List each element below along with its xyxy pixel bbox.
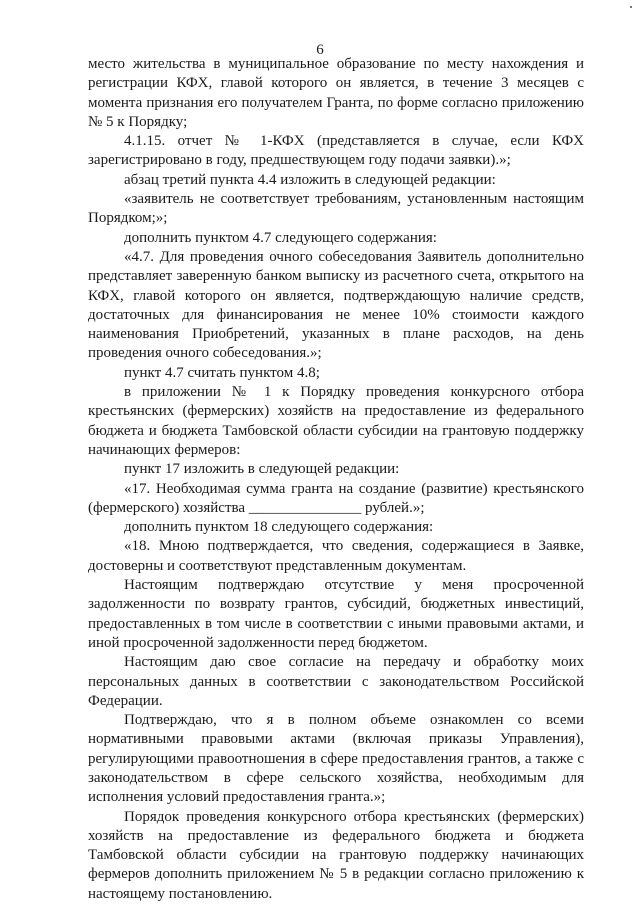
paragraph-appendix-5: Порядок проведения конкурсного отбора крестьянских (фермерских) хозяйств на предоставление из федерального бюджета и бюджета Тамбовской области субсидии на грантовую поддержку начинающих фермеров дополнить приложением № 5 в редакции согласно приложению к настоящему постановлению. (88, 808, 584, 902)
paragraph-consent: Настоящим даю свое согласие на передачу и обработку моих персональных данных в соответствии с законодательством Российской Федерации. (88, 654, 584, 709)
paragraph-add-4-7: дополнить пунктом 4.7 следующего содержания: (124, 229, 437, 246)
document-body (88, 55, 584, 904)
paragraph-appendix-1: в приложении № 1 к Порядку проведения конкурсного отбора крестьянских (фермерских) хозяйств на предоставление из федерального бюджета и бюджета Тамбовской области субсидии на грантовую поддержку начинающих фермеров: (88, 384, 584, 458)
paragraph-4-4-text: «заявитель не соответствует требованиям, установленным настоящим Порядком;»; (88, 191, 584, 227)
paragraph-no-debt: Настоящим подтверждаю отсутствие у меня просроченной задолженности по возврату грантов, субсидий, бюджетных инвестиций, предоставленных в том числе в соответствии с иными правовыми актами, и иной просроченной задолженности перед бюджетом. (88, 577, 584, 651)
paragraph-residence: место жительства в муниципальное образование по месту нахождения и регистрации КФХ, главой которого он является, в течение 3 месяцев с момента признания его получателем Гранта, по форме согласно приложению № 5 к Порядку; (88, 56, 584, 130)
page-number: 6 (316, 42, 324, 58)
paragraph-4-7-text: «4.7. Для проведения очного собеседования Заявитель дополнительно представляет заверенную банком выписку из расчетного счета, открытого на КФХ, главой которого он является, подтверждающую наличие средств, достаточных для финансирования не менее 10% стоимости каждого наименования Приобретений, указанных в плане расходов, на день проведения очного собеседования.»; (88, 248, 584, 362)
paragraph-renumber: пункт 4.7 считать пунктом 4.8; (124, 364, 320, 381)
paragraph-18-text: «18. Мною подтверждается, что сведения, содержащиеся в Заявке, достоверны и соответствуют представленным документам. (88, 538, 584, 574)
paragraph-17-text: «17. Необходимая сумма гранта на создание (развитие) крестьянского (фермерского) хозяйства _______________ рублей.»; (88, 480, 584, 516)
scan-artifact (630, 6, 632, 8)
paragraph-17-amendment: пункт 17 изложить в следующей редакции: (124, 461, 400, 478)
paragraph-4-1-15: 4.1.15. отчет № 1-КФХ (представляется в случае, если КФХ зарегистрировано в году, предшествующем году подачи заявки).»; (88, 133, 584, 169)
paragraph-add-18: дополнить пунктом 18 следующего содержания: (124, 519, 434, 536)
paragraph-acknowledgement: Подтверждаю, что я в полном объеме ознакомлен со всеми нормативными правовыми актами (включая приказы Управления), регулирующими правоотношения в сфере предоставления грантов, а также с законодательством в сфере сельского хозяйства, необходимым для исполнения условий предоставления гранта.»; (88, 712, 584, 806)
paragraph-4-4-amendment: абзац третий пункта 4.4 изложить в следующей редакции: (124, 171, 496, 188)
